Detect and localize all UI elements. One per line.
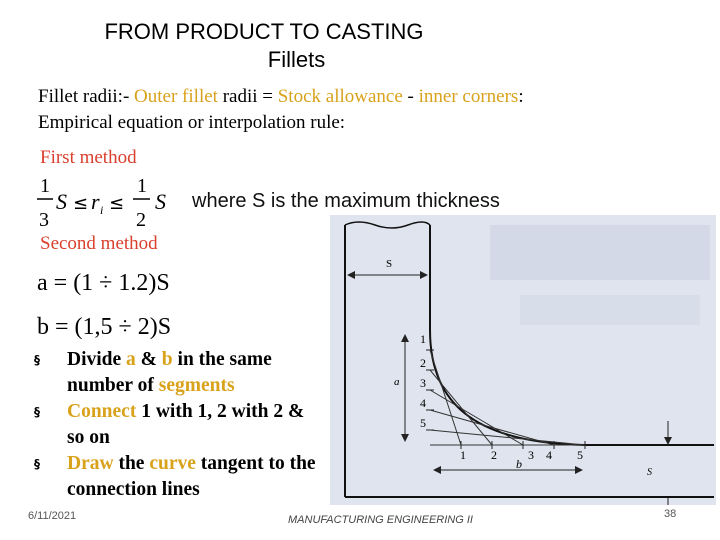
formula-s-1: S bbox=[56, 189, 67, 214]
intro-inner-corners: inner corners bbox=[418, 86, 519, 107]
bullet-connect: Connect bbox=[67, 401, 137, 422]
vertical-number: 4 bbox=[420, 396, 426, 410]
bullet-text: 1 with 1, 2 with 2 & so on bbox=[67, 401, 305, 448]
intro-mid-1: radii = bbox=[217, 86, 278, 107]
horizontal-number: 1 bbox=[460, 448, 466, 462]
formula-r: r bbox=[91, 189, 100, 214]
first-method-label: First method bbox=[40, 147, 137, 168]
intro-prefix: Fillet radii:- bbox=[38, 86, 135, 107]
intro-outer-fillet: Outer fillet bbox=[134, 86, 218, 107]
bullet-text: the bbox=[113, 453, 150, 474]
bullet-list bbox=[34, 347, 324, 503]
intro-line-2: Empirical equation or interpolation rule: bbox=[38, 112, 346, 133]
bullet-marker: § bbox=[34, 405, 40, 419]
vertical-number: 3 bbox=[420, 376, 426, 390]
bullet-item-draw bbox=[34, 451, 324, 503]
vertical-number: 1 bbox=[420, 332, 426, 346]
footer-date: 6/11/2021 bbox=[28, 510, 77, 522]
bullet-text: in the same number of bbox=[67, 349, 272, 396]
bullet-draw: Draw bbox=[67, 453, 114, 474]
bullet-text: tangent to the connection lines bbox=[67, 453, 316, 500]
formula-s-2: S bbox=[155, 189, 166, 214]
where-s-text: where S is the maximum thickness bbox=[192, 190, 500, 212]
diagram-faint-text-block bbox=[520, 295, 700, 325]
formula-le-1: ≤ bbox=[73, 193, 89, 214]
footer-course: MANUFACTURING ENGINEERING II bbox=[288, 514, 473, 526]
formula-half-one: 1 bbox=[137, 175, 147, 197]
second-method-label: Second method bbox=[40, 233, 158, 254]
intro-suffix: : bbox=[518, 86, 524, 107]
bullet-curve: curve bbox=[149, 453, 196, 474]
label-s-right: S bbox=[647, 467, 652, 478]
intro-line-1 bbox=[38, 84, 524, 109]
bullet-text: & bbox=[135, 349, 162, 370]
bullet-item-divide bbox=[34, 347, 324, 399]
bullet-marker: § bbox=[34, 353, 40, 367]
bullet-a: a bbox=[126, 349, 136, 370]
label-a: a bbox=[394, 376, 400, 388]
label-b: b bbox=[516, 457, 522, 471]
horizontal-number: 5 bbox=[577, 448, 583, 462]
footer-page-number: 38 bbox=[664, 508, 677, 520]
vertical-number: 2 bbox=[420, 356, 426, 370]
intro-mid-2: - bbox=[402, 86, 419, 107]
horizontal-number: 3 bbox=[528, 448, 534, 462]
fillet-diagram bbox=[330, 215, 716, 505]
formula-three: 3 bbox=[39, 209, 49, 231]
bullet-item-connect bbox=[34, 399, 324, 451]
b-formula: b = (1,5 ÷ 2)S bbox=[37, 314, 172, 340]
bullet-b: b bbox=[161, 349, 173, 370]
bullet-text: Divide bbox=[67, 349, 127, 370]
a-formula: a = (1 ÷ 1.2)S bbox=[37, 270, 170, 296]
formula-le-2: ≤ bbox=[109, 193, 125, 214]
label-s-top: S bbox=[386, 258, 393, 270]
formula-one: 1 bbox=[40, 175, 50, 197]
title-line-1: FROM PRODUCT TO CASTING bbox=[104, 19, 424, 44]
intro-stock-allowance: Stock allowance bbox=[277, 86, 403, 107]
bullet-segments: segments bbox=[158, 375, 235, 396]
formula-i: i bbox=[100, 203, 104, 217]
bullet-marker: § bbox=[34, 457, 40, 471]
first-method-formula bbox=[30, 170, 180, 232]
horizontal-number: 4 bbox=[546, 448, 552, 462]
formula-two: 2 bbox=[136, 209, 146, 231]
horizontal-number: 2 bbox=[491, 448, 497, 462]
slide-title bbox=[60, 18, 468, 74]
diagram-faint-text-block bbox=[490, 225, 710, 280]
title-line-2: Fillets bbox=[267, 47, 326, 72]
vertical-number: 5 bbox=[420, 416, 426, 430]
